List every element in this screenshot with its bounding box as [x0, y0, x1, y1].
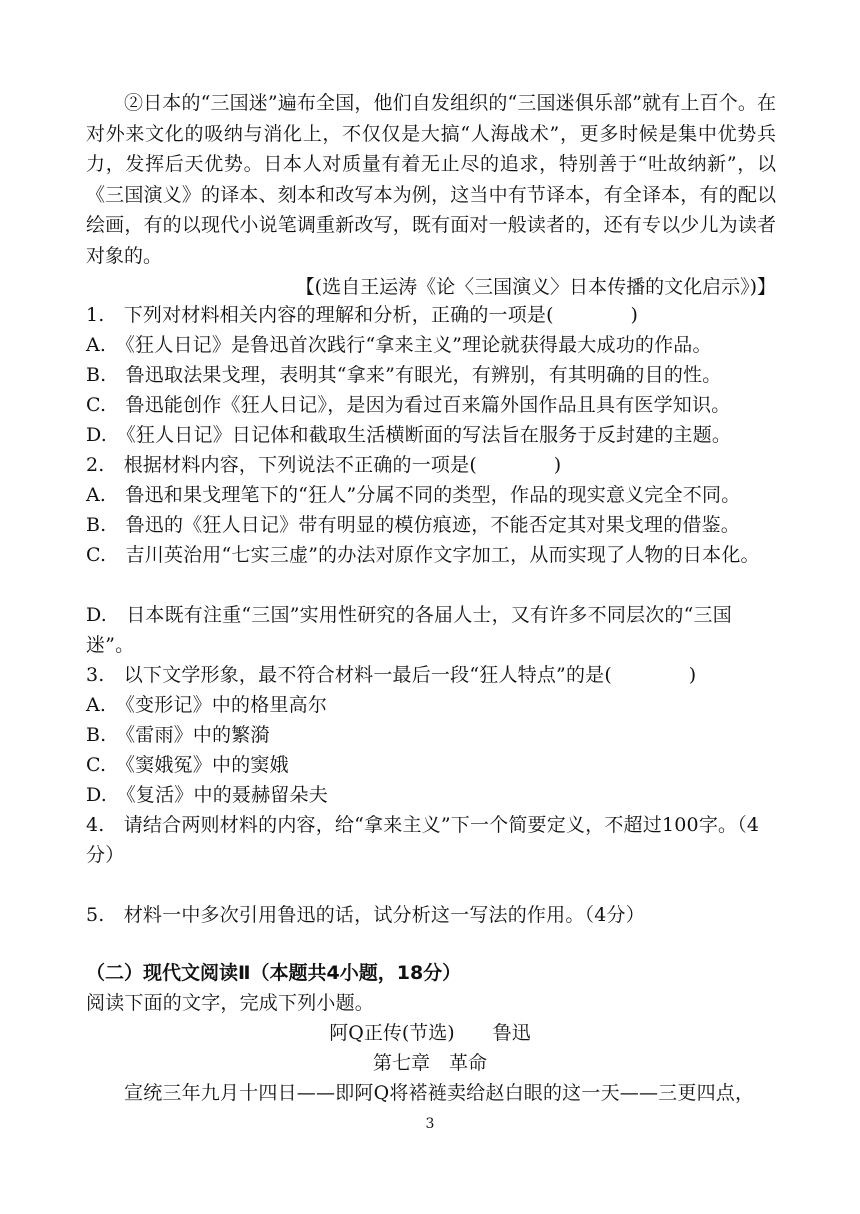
question-3-option-c: C. 《窦娥冤》中的窦娥	[86, 754, 289, 776]
question-2-option-d: D. 日本既有注重“三国”实用性研究的各届人士，又有许多不同层次的“三国迷”。	[86, 604, 732, 656]
section-heading: （二）现代文阅读Ⅱ（本题共4小题，18分）	[86, 962, 462, 984]
text-title: 阿Q正传(节选) 鲁迅	[329, 1022, 531, 1044]
question-1-option-c: C. 鲁迅能创作《狂人日记》，是因为看过百来篇外国作品且具有医学知识。	[86, 394, 731, 416]
passage-paragraph-2: ②日本的“三国迷”遍布全国，他们自发组织的“三国迷俱乐部”就有上百个。在对外来文化的吸纳与消化上，不仅仅是大搞“人海战术”，更多时候是集中优势兵力，发挥后天优势。日本人对质量有着无止尽的追求，特别善于“吐故纳新”，以《三国演义》的译本、刻本和改写本为例，这当中有节译本，有全译本，有的配以绘画，有的以现代小说笔调重新改写，既有面对一般读者的，还有专以少儿为读者对象的。	[86, 92, 776, 267]
question-3-stem: 3. 以下文学形象，最不符合材料一最后一段“狂人特点”的是( )	[86, 664, 697, 686]
question-1-option-a: A. 《狂人日记》是鲁迅首次践行“拿来主义”理论就获得最大成功的作品。	[86, 334, 712, 356]
question-3-option-b: B. 《雷雨》中的繁漪	[86, 724, 270, 746]
question-4: 4. 请结合两则材料的内容，给“拿来主义”下一个简要定义，不超过100字。（4分）	[86, 814, 760, 866]
question-1-option-b: B. 鲁迅取法果戈理，表明其“拿来”有眼光，有辨别，有其明确的目的性。	[86, 364, 722, 386]
question-5: 5. 材料一中多次引用鲁迅的话，试分析这一写法的作用。（4分）	[86, 904, 645, 926]
question-1-stem: 1. 下列对材料相关内容的理解和分析，正确的一项是( )	[86, 304, 639, 326]
question-2-option-b: B. 鲁迅的《狂人日记》带有明显的模仿痕迹，不能否定其对果戈理的借鉴。	[86, 514, 741, 536]
question-2-option-a: A. 鲁迅和果戈理笔下的“狂人”分属不同的类型，作品的现实意义完全不同。	[86, 484, 741, 506]
page-number: 3	[425, 1116, 435, 1132]
question-2-option-c: C. 吉川英治用“七实三虚”的办法对原作文字加工，从而实现了人物的日本化。	[86, 544, 760, 566]
excerpt-opening-line: 宣统三年九月十四日——即阿Q将褡裢卖给赵白眼的这一天——三更四点，	[124, 1082, 755, 1104]
question-3-option-a: A. 《变形记》中的格里高尔	[86, 694, 328, 716]
question-2-stem: 2. 根据材料内容，下列说法不正确的一项是( )	[86, 454, 562, 476]
source-citation: 【(选自王运涛《论〈三国演义〉日本传播的文化启示》)】	[295, 276, 776, 298]
question-3-option-d: D. 《复活》中的聂赫留朵夫	[86, 784, 328, 806]
question-1-option-d: D. 《狂人日记》日记体和截取生活横断面的写法旨在服务于反封建的主题。	[86, 424, 732, 446]
reading-instruction: 阅读下面的文字，完成下列小题。	[86, 992, 375, 1014]
chapter-title: 第七章 革命	[372, 1052, 487, 1074]
